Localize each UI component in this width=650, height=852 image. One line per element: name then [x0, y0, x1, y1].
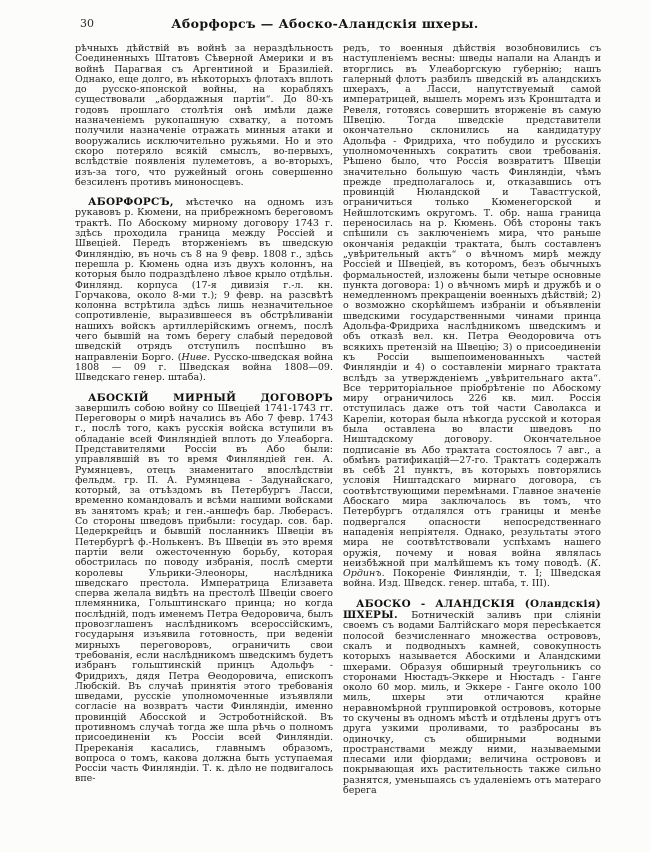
body-text: завершилъ собою войну со Швеціей 1741-1743 гг. Переговоры о мирѣ начались въ Або 7 февр. 1743 г., послѣ того, какъ русскія войска вступили въ обладаніе всей Финляндіей вплоть до Улеаборга. Представителями Россіи въ Або были: управлявшій въ то время Финляндіей ген. А. Румянцевъ, отецъ знаменитаго впослѣдствіи фельдм. гр. П. А. Румянцева - Задунайскаго, который, за отъѣздомъ въ Петербургъ Ласси, временно командовалъ и всѣми нашими войсками въ занятомъ краѣ; и ген.-аншефъ бар. Люберасъ. Со стороны шведовъ прибыли: государ. сов. бар. Цедеркрейцъ и бывшій посланникъ Швеціи въ Петербургѣ ф.-Нолькенъ. Въ Швеціи въ это время партіи вели ожесточенную борьбу, которая обострилась по поводу избранія, послѣ смерти королевы Ульрики-Элеоноры, наслѣдника шведскаго престола. Императрица Елизавета сперва желала видѣть на престолѣ Швеціи своего племянника, Гольштинскаго принца; но когда послѣдній, подъ именемъ Петра Ѳедоровича, былъ провозглашенъ наслѣдникомъ всероссійскимъ, государыня изъявила готовность, при веденіи мирныхъ переговоровъ, ограничить свои требованія, если наслѣдникомъ шведскимъ будетъ избранъ гольштинскій принцъ Адольфъ - Фридрихъ, дядя Петра Ѳеодоровича, епископъ Любскій. Въ случаѣ принятія этого требованія шведами, русскіе уполномоченные изъявляли согласіе на возвратъ части Финляндіи, именно провинцій Абосской и Эстроботнійской. Въ противномъ случаѣ тогда же шла рѣчь о полномъ присоединеніи къ Россіи всей Финляндіи. Пререканія касались, главнымъ образомъ, вопроса о томъ, какова должна быть уступаемая Россіи часть Финляндіи. Т. к. дѣло не подвигалось впе-: [75, 402, 333, 785]
continuation-paragraph-abordage: [75, 44, 333, 188]
entry-abosko-alandskia-shkhery: [343, 599, 601, 797]
entry-title: АБОСКО - АЛАНДСКІЯ (Оландскія) ШХЕРЫ.: [343, 597, 601, 622]
citation-text: . Покореніе Финляндіи, т. I; Шведская война. Изд. Шведск. генер. штаба, т. III).: [343, 568, 601, 590]
continuation-paragraph-aboski-dogovor: [343, 44, 601, 590]
text-columns: [75, 44, 601, 796]
entry-aborfors: [75, 197, 333, 383]
citation-author: К. Ординъ: [343, 557, 601, 580]
entry-title: АБОСКІЙ МИРНЫЙ ДОГОВОРЪ: [88, 391, 333, 404]
entry-title: АБОРФОРСЪ,: [88, 196, 186, 209]
page-number: 30: [80, 17, 94, 30]
citation-text: . Русско-шведская война 1808 — 09 г. Шведская война 1808—09. Шведскаго генер. штаба).: [75, 351, 334, 384]
body-text: Ботническій заливъ при сліяніи своемъ съ водами Балтійскаго моря пересѣкается полосой безчисленнаго множества острововъ, скалъ и подводныхъ камней, совокупность которыхъ называется Абоскими и Аландскими шхерами. Образуя обширный треугольникъ со сторонами Нюстадъ-Эккере и Нюстадъ - Ганге около 60 мор. миль, и Эккере - Ганге около 100 миль, шхеры эти отличаются крайне неравномѣрной группировкой острововъ, которые то скучены въ одномъ мѣстѣ и отдѣлены другъ отъ друга узкими проливами, то разбросаны въ одиночку, съ обширными водными пространствами между ними, называемыми плесами или фіордами; величина острововъ и покрывающая ихъ растительность также сильно разнятся, уменьшаясь съ удаленіемъ отъ матераго берега: [343, 610, 601, 797]
entry-aboski-mirny-dogovor: [75, 393, 333, 785]
running-title: Аборфорсъ — Абоско-Аландскія шхеры.: [171, 16, 479, 31]
right-column: [343, 44, 601, 796]
left-column: [75, 44, 333, 796]
body-text: редъ, то военныя дѣйствія возобновились съ наступленіемъ весны: шведы напали на Аландъ и вторглись въ Улеаборгскую губернію; нашъ галерный флотъ разбилъ шведскій въ аландскихъ шхерахъ, а Ласси, напутствуемый самой императрицей, вышелъ моремъ изъ Кронштадта и Ревеля, готовясь совершить вторженіе въ самую Швецію. Тогда шведскіе представители окончательно склонились на кандидатуру Адольфа - Фридриха, что побудило и русскихъ уполномоченныхъ сократить свои требованія. Рѣшено было, что Россія возвратитъ Швеціи значительно большую часть Финляндіи, чѣмъ прежде предполагалось и, отказавшись отъ провинцій Нюландской и Тавастгуской, ограничиться только Кюменегорской и Нейшлотскимъ округомъ. Т. обр. наша граница переносилась на р. Кюмень. Обѣ стороны такъ спѣшили съ заключеніемъ мира, что раньше окончанія редакціи трактата, былъ составленъ „увѣрительный актъ“ о вѣчномъ мирѣ между Россіей и Швеціей, въ которомъ, безъ обычныхъ формальностей, изложены были четыре основные пункта договора: 1) о вѣчномъ мирѣ и дружбѣ и о немедленномъ прекращеніи военныхъ дѣйствій; 2) о возможно скорѣйшемъ избраніи и объявленіи шведскими государственными чинами принца Адольфа-Фридриха наслѣдникомъ шведскимъ и объ отказѣ вел. кн. Петра Ѳеодоровича отъ всякихъ претензій на Швецію; 3) о присоединеніи къ Россіи вышепоименованныхъ частей Финляндіи и 4) о составленіи мирнаго трактата вслѣдъ за утвержденіемъ „увѣрительнаго акта“. Все территоріальное пріобрѣтеніе по Абоскому миру ограничилось 226 кв. мил. Россія отступилась даже отъ той части Саволакса и Кареліи, которая была нѣкогда русской и которая была оставлена во власти шведовъ по Ништадскому договору. Окончательное подписаніе въ Або трактата состоялось 7 авг., а обмѣнъ ратификацій—27-го. Трактатъ содержалъ въ себѣ 21 пунктъ, въ которыхъ повторялись условія Ништадскаго мирнаго договора, съ соотвѣтствующими перемѣнами. Главное значеніе Абоскаго мира заключалось въ томъ, что Петербургъ отдалялся отъ границы и менѣе подвергался опасности непосредственнаго нападенія непріятеля. Однако, результаты этого мира не соотвѣтствовали успѣхамъ нашего оружія, почему и новая война являлась неизбѣжной при малѣйшемъ къ тому поводѣ. (: [343, 43, 601, 569]
body-text: рѣчныхъ дѣйствій въ войнѣ за нераздѣльность Соединенныхъ Штатовъ Сѣверной Америки и въ войнѣ Парагвая съ Аргентиной и Бразиліей. Однако, еще долго, въ нѣкоторыхъ флотахъ вплоть до русско-японской войны, на корабляхъ существовали „абордажныя партіи“. До 80-хъ годовъ прошлаго столѣтія онѣ имѣли даже назначеніемъ рукопашную схватку, а потомъ получили назначеніе отражать минныя атаки и вооружались исключительно ружьями. Но и это скоро потеряло всякій смыслъ, во-первыхъ, вслѣдствіе появленія пулеметовъ, а во-вторыхъ, изъ-за того, что ружейный огонь совершенно безсиленъ противъ миноносцевъ.: [75, 43, 333, 188]
body-text: мѣстечко на одномъ изъ рукавовъ р. Кюмени, на прибрежномъ береговомъ трактѣ. По Абоскому мирному договору 1743 г. здѣсь проходила граница между Россіей и Швеціей. Передъ вторженіемъ въ шведскую Финляндію, въ ночь съ 8 на 9 февр. 1808 г., здѣсь перешла р. Кюмень одна изъ двухъ колоннъ, на которыя было подраздѣлено лѣвое крыло отдѣльн. Финлянд. корпуса (17-я дивизія г.-л. кн. Горчакова, около 8-ми т.); 9 февр. на разсвѣтѣ колонна встрѣтила здѣсь лишь незначительное сопротивленіе, выразившееся въ обстрѣливаніи нашихъ войскъ артиллерійскимъ огнемъ, послѣ чего бывшій на томъ берегу слабый передовой шведскій отрядъ отступилъ поспѣшно въ направленіи Борго. (: [75, 197, 333, 363]
citation-author: Ниве: [181, 351, 208, 363]
